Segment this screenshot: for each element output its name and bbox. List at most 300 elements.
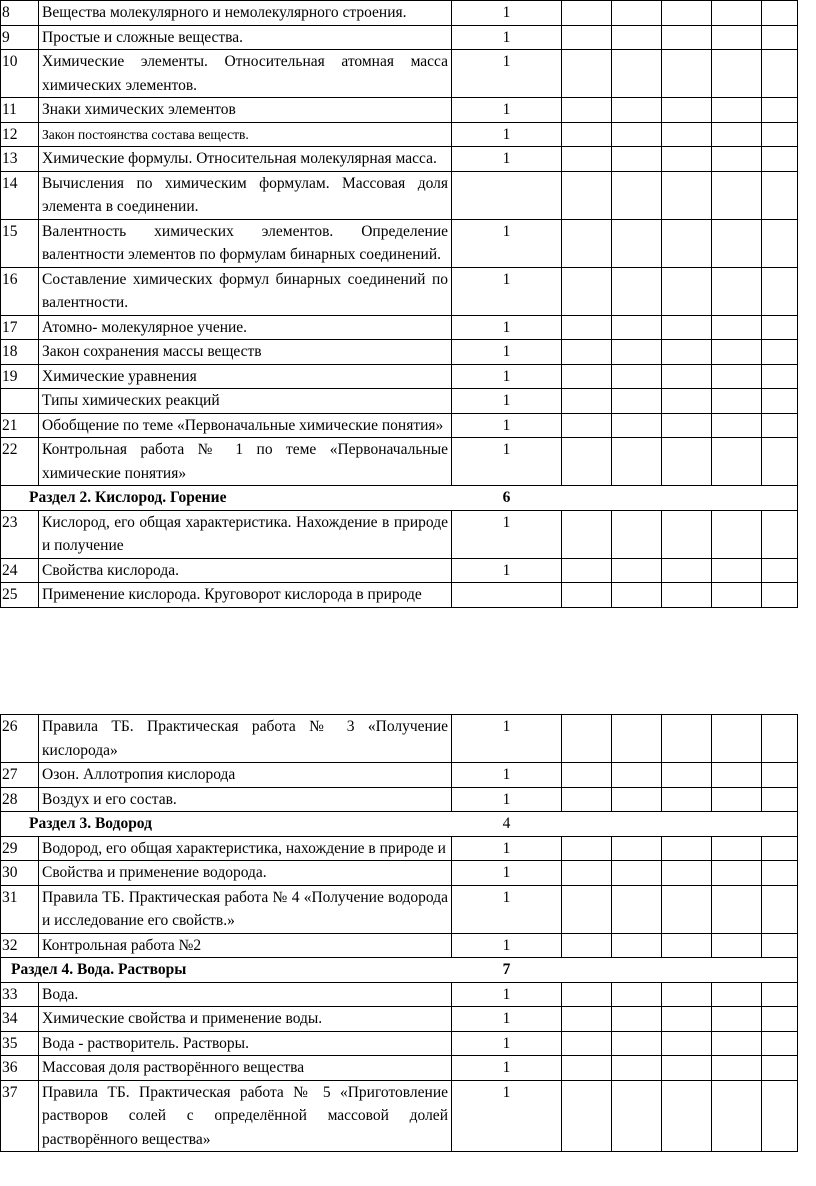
empty-cell	[662, 787, 712, 812]
empty-cell	[662, 340, 712, 365]
lesson-topic: Типы химических реакций	[39, 389, 452, 414]
lesson-row	[1, 25, 798, 50]
lesson-hours: 1	[452, 315, 562, 340]
empty-cell	[612, 147, 662, 172]
empty-cell	[712, 958, 762, 983]
empty-cell	[662, 389, 712, 414]
empty-cell	[712, 787, 762, 812]
empty-cell	[562, 1007, 612, 1032]
lesson-number: 19	[1, 364, 39, 389]
lesson-row	[1, 861, 798, 886]
lesson-topic: Свойства кислорода.	[39, 558, 452, 583]
empty-cell	[762, 836, 798, 861]
lesson-topic: Закон постоянства состава веществ.	[39, 122, 452, 147]
lesson-row	[1, 763, 798, 788]
lesson-number: 21	[1, 413, 39, 438]
lesson-hours	[452, 583, 562, 608]
empty-cell	[612, 510, 662, 558]
lesson-row	[1, 50, 798, 98]
lesson-hours: 1	[452, 413, 562, 438]
lesson-row	[1, 122, 798, 147]
lesson-number: 18	[1, 340, 39, 365]
lesson-hours: 1	[452, 98, 562, 123]
empty-cell	[762, 389, 798, 414]
empty-cell	[612, 1080, 662, 1152]
empty-cell	[562, 787, 612, 812]
empty-cell	[562, 982, 612, 1007]
empty-cell	[762, 25, 798, 50]
empty-cell	[762, 1007, 798, 1032]
empty-cell	[712, 389, 762, 414]
lesson-topic: Знаки химических элементов	[39, 98, 452, 123]
empty-cell	[762, 812, 798, 837]
lesson-topic: Валентность химических элементов. Определение валентности элементов по формулам бинарных соединений.	[39, 219, 452, 267]
lesson-topic: Обобщение по теме «Первоначальные химические понятия»	[39, 413, 452, 438]
empty-cell	[562, 510, 612, 558]
lesson-hours: 1	[452, 1080, 562, 1152]
lesson-number: 16	[1, 267, 39, 315]
empty-cell	[762, 171, 798, 219]
lesson-hours: 1	[452, 885, 562, 933]
empty-cell	[712, 315, 762, 340]
lesson-number: 15	[1, 219, 39, 267]
empty-cell	[712, 50, 762, 98]
empty-cell	[762, 958, 798, 983]
empty-cell	[662, 122, 712, 147]
empty-cell	[712, 836, 762, 861]
empty-cell	[712, 861, 762, 886]
lesson-number: 11	[1, 98, 39, 123]
lesson-row	[1, 836, 798, 861]
lesson-number: 33	[1, 982, 39, 1007]
lesson-topic: Правила ТБ. Практическая работа № 4 «Получение водорода и исследование его свойств.»	[39, 885, 452, 933]
lesson-row	[1, 413, 798, 438]
lesson-row	[1, 1080, 798, 1152]
lesson-hours: 1	[452, 763, 562, 788]
empty-cell	[562, 583, 612, 608]
lesson-hours: 1	[452, 50, 562, 98]
lesson-row	[1, 1056, 798, 1081]
empty-cell	[762, 340, 798, 365]
lesson-number: 22	[1, 438, 39, 486]
lesson-number: 25	[1, 583, 39, 608]
lesson-hours: 1	[452, 861, 562, 886]
empty-cell	[712, 1056, 762, 1081]
lesson-hours: 1	[452, 340, 562, 365]
lesson-number: 27	[1, 763, 39, 788]
lesson-topic: Составление химических формул бинарных соединений по валентности.	[39, 267, 452, 315]
empty-cell	[562, 98, 612, 123]
section-row	[1, 486, 798, 511]
lesson-number: 24	[1, 558, 39, 583]
empty-cell	[712, 147, 762, 172]
empty-cell	[562, 122, 612, 147]
lesson-row	[1, 510, 798, 558]
empty-cell	[762, 413, 798, 438]
empty-cell	[662, 413, 712, 438]
lesson-hours: 1	[452, 147, 562, 172]
empty-cell	[612, 861, 662, 886]
lesson-number: 10	[1, 50, 39, 98]
lesson-topic: Вода - растворитель. Растворы.	[39, 1031, 452, 1056]
empty-cell	[712, 340, 762, 365]
lesson-number	[1, 389, 39, 414]
lesson-topic: Озон. Аллотропия кислорода	[39, 763, 452, 788]
lesson-number: 17	[1, 315, 39, 340]
empty-cell	[562, 267, 612, 315]
empty-cell	[562, 171, 612, 219]
empty-cell	[562, 885, 612, 933]
empty-cell	[662, 364, 712, 389]
empty-cell	[712, 583, 762, 608]
empty-cell	[762, 885, 798, 933]
empty-cell	[562, 147, 612, 172]
lesson-hours: 1	[452, 1056, 562, 1081]
empty-cell	[662, 715, 712, 763]
lesson-topic: Химические уравнения	[39, 364, 452, 389]
lesson-row	[1, 1007, 798, 1032]
empty-cell	[662, 1007, 712, 1032]
empty-cell	[712, 413, 762, 438]
lesson-row	[1, 885, 798, 933]
empty-cell	[612, 958, 662, 983]
lesson-number: 28	[1, 787, 39, 812]
lesson-number: 29	[1, 836, 39, 861]
lesson-hours: 1	[452, 389, 562, 414]
empty-cell	[662, 219, 712, 267]
lesson-topic: Химические формулы. Относительная молекулярная масса.	[39, 147, 452, 172]
empty-cell	[712, 1031, 762, 1056]
lesson-number: 35	[1, 1031, 39, 1056]
empty-cell	[562, 1, 612, 26]
empty-cell	[562, 558, 612, 583]
empty-cell	[612, 171, 662, 219]
lesson-hours: 1	[452, 122, 562, 147]
empty-cell	[662, 315, 712, 340]
empty-cell	[762, 583, 798, 608]
empty-cell	[612, 98, 662, 123]
lesson-topic: Атомно- молекулярное учение.	[39, 315, 452, 340]
empty-cell	[562, 50, 612, 98]
empty-cell	[562, 715, 612, 763]
empty-cell	[662, 812, 712, 837]
section-row	[1, 958, 798, 983]
lesson-row	[1, 1031, 798, 1056]
lesson-hours: 1	[452, 715, 562, 763]
empty-cell	[612, 25, 662, 50]
lesson-number: 32	[1, 933, 39, 958]
lesson-hours: 1	[452, 364, 562, 389]
empty-cell	[762, 933, 798, 958]
lesson-number: 26	[1, 715, 39, 763]
empty-cell	[762, 122, 798, 147]
lesson-topic: Простые и сложные вещества.	[39, 25, 452, 50]
lesson-rows-group-4	[1, 836, 798, 958]
lesson-row	[1, 1, 798, 26]
lesson-number: 14	[1, 171, 39, 219]
empty-cell	[662, 836, 712, 861]
lesson-hours: 1	[452, 267, 562, 315]
lesson-hours: 1	[452, 558, 562, 583]
empty-cell	[612, 340, 662, 365]
lesson-topic: Воздух и его состав.	[39, 787, 452, 812]
empty-cell	[612, 219, 662, 267]
empty-cell	[712, 982, 762, 1007]
empty-cell	[562, 933, 612, 958]
empty-cell	[612, 438, 662, 486]
lesson-hours: 1	[452, 1, 562, 26]
lesson-rows-group-3	[1, 715, 798, 812]
empty-cell	[762, 1, 798, 26]
empty-cell	[762, 861, 798, 886]
lesson-row	[1, 147, 798, 172]
lesson-hours: 1	[452, 1007, 562, 1032]
section-row	[1, 812, 798, 837]
empty-cell	[562, 861, 612, 886]
empty-cell	[762, 486, 798, 511]
lesson-number: 31	[1, 885, 39, 933]
empty-cell	[612, 1007, 662, 1032]
empty-cell	[662, 1, 712, 26]
empty-cell	[612, 122, 662, 147]
section-hours: 7	[452, 958, 562, 983]
empty-cell	[712, 486, 762, 511]
empty-cell	[612, 583, 662, 608]
lesson-row	[1, 98, 798, 123]
empty-cell	[662, 982, 712, 1007]
empty-cell	[712, 715, 762, 763]
empty-cell	[762, 558, 798, 583]
empty-cell	[762, 364, 798, 389]
empty-cell	[612, 1056, 662, 1081]
empty-cell	[612, 836, 662, 861]
empty-cell	[662, 1080, 712, 1152]
empty-cell	[562, 486, 612, 511]
empty-cell	[612, 1, 662, 26]
empty-cell	[712, 812, 762, 837]
empty-cell	[562, 413, 612, 438]
empty-cell	[712, 1007, 762, 1032]
empty-cell	[562, 1031, 612, 1056]
empty-cell	[762, 787, 798, 812]
empty-cell	[612, 812, 662, 837]
section-title: Раздел 4. Вода. Растворы	[1, 958, 452, 983]
empty-cell	[612, 982, 662, 1007]
empty-cell	[662, 486, 712, 511]
empty-cell	[762, 147, 798, 172]
empty-cell	[712, 364, 762, 389]
lesson-hours	[452, 171, 562, 219]
empty-cell	[612, 558, 662, 583]
empty-cell	[612, 50, 662, 98]
empty-cell	[662, 958, 712, 983]
empty-cell	[662, 885, 712, 933]
empty-cell	[612, 389, 662, 414]
lesson-topic: Правила ТБ. Практическая работа № 3 «Получение кислорода»	[39, 715, 452, 763]
lesson-number: 37	[1, 1080, 39, 1152]
lesson-hours: 1	[452, 787, 562, 812]
lesson-number: 9	[1, 25, 39, 50]
lesson-number: 30	[1, 861, 39, 886]
empty-cell	[612, 763, 662, 788]
lesson-topic: Химические свойства и применение воды.	[39, 1007, 452, 1032]
empty-cell	[712, 933, 762, 958]
lesson-topic: Применение кислорода. Круговорот кислорода в природе	[39, 583, 452, 608]
section-hours: 6	[452, 486, 562, 511]
empty-cell	[562, 340, 612, 365]
empty-cell	[712, 558, 762, 583]
lesson-hours: 1	[452, 219, 562, 267]
empty-cell	[562, 315, 612, 340]
empty-cell	[662, 147, 712, 172]
empty-cell	[762, 1031, 798, 1056]
empty-cell	[612, 315, 662, 340]
lesson-row	[1, 389, 798, 414]
lesson-number: 23	[1, 510, 39, 558]
empty-cell	[612, 885, 662, 933]
empty-cell	[562, 958, 612, 983]
section-hours: 4	[452, 812, 562, 837]
empty-cell	[762, 715, 798, 763]
lesson-topic: Вода.	[39, 982, 452, 1007]
lesson-row	[1, 438, 798, 486]
lesson-row	[1, 315, 798, 340]
empty-cell	[662, 50, 712, 98]
lesson-number: 34	[1, 1007, 39, 1032]
empty-cell	[562, 219, 612, 267]
empty-cell	[712, 1080, 762, 1152]
empty-cell	[662, 510, 712, 558]
empty-cell	[712, 763, 762, 788]
empty-cell	[662, 267, 712, 315]
lesson-row	[1, 933, 798, 958]
empty-cell	[562, 1056, 612, 1081]
lesson-table-bottom	[0, 714, 798, 1152]
empty-cell	[712, 171, 762, 219]
lesson-row	[1, 558, 798, 583]
empty-cell	[762, 267, 798, 315]
lesson-row	[1, 219, 798, 267]
lesson-hours: 1	[452, 438, 562, 486]
empty-cell	[762, 763, 798, 788]
empty-cell	[712, 267, 762, 315]
lesson-topic: Вычисления по химическим формулам. Массовая доля элемента в соединении.	[39, 171, 452, 219]
empty-cell	[662, 25, 712, 50]
empty-cell	[662, 171, 712, 219]
lesson-topic: Массовая доля растворённого вещества	[39, 1056, 452, 1081]
lesson-hours: 1	[452, 933, 562, 958]
empty-cell	[712, 438, 762, 486]
empty-cell	[762, 98, 798, 123]
lesson-row	[1, 982, 798, 1007]
empty-cell	[612, 267, 662, 315]
lesson-number: 8	[1, 1, 39, 26]
lesson-topic: Свойства и применение водорода.	[39, 861, 452, 886]
lesson-row	[1, 583, 798, 608]
lesson-rows-group-5	[1, 982, 798, 1152]
empty-cell	[612, 364, 662, 389]
empty-cell	[662, 1056, 712, 1081]
lesson-number: 13	[1, 147, 39, 172]
empty-cell	[762, 510, 798, 558]
empty-cell	[762, 50, 798, 98]
lesson-row	[1, 171, 798, 219]
empty-cell	[762, 438, 798, 486]
empty-cell	[662, 438, 712, 486]
empty-cell	[662, 933, 712, 958]
lesson-topic: Вещества молекулярного и немолекулярного строения.	[39, 1, 452, 26]
empty-cell	[612, 1031, 662, 1056]
lesson-rows-group-2	[1, 510, 798, 607]
lesson-hours: 1	[452, 25, 562, 50]
empty-cell	[562, 836, 612, 861]
empty-cell	[612, 486, 662, 511]
lesson-row	[1, 340, 798, 365]
lesson-row	[1, 787, 798, 812]
lesson-topic: Контрольная работа №2	[39, 933, 452, 958]
lesson-row	[1, 364, 798, 389]
empty-cell	[662, 98, 712, 123]
lesson-hours: 1	[452, 1031, 562, 1056]
empty-cell	[562, 763, 612, 788]
empty-cell	[712, 98, 762, 123]
empty-cell	[762, 219, 798, 267]
empty-cell	[762, 982, 798, 1007]
empty-cell	[562, 438, 612, 486]
empty-cell	[612, 933, 662, 958]
empty-cell	[612, 787, 662, 812]
empty-cell	[662, 861, 712, 886]
lesson-hours: 1	[452, 510, 562, 558]
empty-cell	[712, 122, 762, 147]
empty-cell	[612, 715, 662, 763]
empty-cell	[662, 763, 712, 788]
section-title: Раздел 2. Кислород. Горение	[1, 486, 452, 511]
lesson-topic: Правила ТБ. Практическая работа № 5 «Приготовление растворов солей с определённой массовой долей растворённого вещества»	[39, 1080, 452, 1152]
empty-cell	[762, 1080, 798, 1152]
lesson-topic: Контрольная работа № 1 по теме «Первоначальные химические понятия»	[39, 438, 452, 486]
empty-cell	[662, 583, 712, 608]
lesson-row	[1, 267, 798, 315]
lesson-topic: Закон сохранения массы веществ	[39, 340, 452, 365]
empty-cell	[712, 25, 762, 50]
empty-cell	[662, 558, 712, 583]
empty-cell	[562, 389, 612, 414]
lesson-row	[1, 715, 798, 763]
empty-cell	[562, 25, 612, 50]
empty-cell	[762, 1056, 798, 1081]
lesson-number: 12	[1, 122, 39, 147]
lesson-topic: Химические элементы. Относительная атомная масса химических элементов.	[39, 50, 452, 98]
empty-cell	[662, 1031, 712, 1056]
empty-cell	[612, 413, 662, 438]
empty-cell	[712, 885, 762, 933]
lesson-hours: 1	[452, 836, 562, 861]
empty-cell	[562, 1080, 612, 1152]
lesson-number: 36	[1, 1056, 39, 1081]
empty-cell	[712, 1, 762, 26]
lesson-topic: Кислород, его общая характеристика. Нахождение в природе и получение	[39, 510, 452, 558]
empty-cell	[712, 510, 762, 558]
lesson-hours: 1	[452, 982, 562, 1007]
lesson-topic: Водород, его общая характеристика, нахождение в природе и	[39, 836, 452, 861]
empty-cell	[562, 364, 612, 389]
empty-cell	[712, 219, 762, 267]
section-title: Раздел 3. Водород	[1, 812, 452, 837]
empty-cell	[762, 315, 798, 340]
lesson-rows-group-1	[1, 1, 798, 486]
empty-cell	[562, 812, 612, 837]
